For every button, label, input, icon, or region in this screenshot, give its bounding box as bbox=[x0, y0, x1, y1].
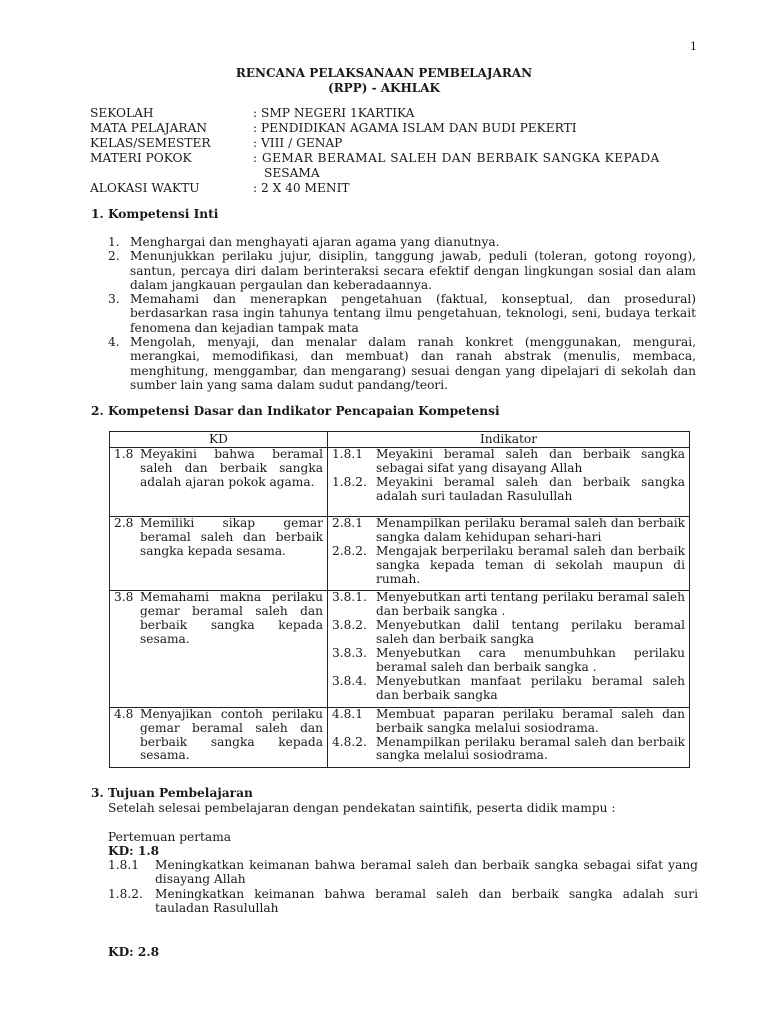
indicator-number: 3.8.1. bbox=[332, 590, 367, 605]
indicator-text: Meyakini beramal saleh dan berbaik sangka sebagai sifat yang disayang Allah bbox=[376, 446, 685, 475]
indicator-number: 3.8.3. bbox=[332, 646, 367, 661]
indicator-cell bbox=[328, 591, 690, 707]
meta-key: MATA PELAJARAN bbox=[90, 121, 208, 135]
meta-key: KELAS/SEMESTER bbox=[90, 136, 211, 150]
section-heading-kompetensi-dasar: 2. Kompetensi Dasar dan Indikator Pencapaian Kompetensi bbox=[91, 404, 500, 418]
indicator-cell bbox=[328, 707, 690, 768]
meta-value: : 2 X 40 MENIT bbox=[253, 181, 350, 195]
meta-key: MATERI POKOK bbox=[90, 151, 192, 165]
kd-label: KD: 1.8 bbox=[108, 844, 160, 858]
identity-block bbox=[90, 106, 700, 196]
goal-list bbox=[108, 858, 698, 915]
list-text: Memahami dan menerapkan pengetahuan (faktual, konseptual, dan prosedural) berdasarkan rasa ingin tahunya tentang ilmu pengetahuan, teknologi, seni, budaya terkait fenomena dan kejadian tampak mata bbox=[130, 292, 696, 335]
table-row bbox=[110, 447, 690, 516]
kd-number: 1.8 bbox=[114, 446, 134, 461]
doc-subtitle: (RPP) - AKHLAK bbox=[328, 81, 440, 95]
meta-value-continuation: SESAMA bbox=[264, 166, 320, 180]
meta-value-line: : GEMAR BERAMAL SALEH DAN BERBAIK SANGKA KEPADA bbox=[253, 151, 660, 165]
table-row bbox=[110, 707, 690, 768]
goal-number: 1.8.2. bbox=[108, 886, 143, 901]
kd-label: KD: 2.8 bbox=[108, 945, 160, 959]
indicator-text: Menyebutkan arti tentang perilaku beramal saleh dan berbaik sangka . bbox=[376, 590, 685, 619]
kd-indicator-table bbox=[109, 431, 690, 768]
meeting-label: Pertemuan pertama bbox=[108, 830, 232, 844]
list-item bbox=[108, 249, 696, 292]
meta-value: : VIII / GENAP bbox=[253, 136, 343, 150]
meta-row bbox=[90, 106, 700, 121]
indicator-text: Menyebutkan manfaat perilaku beramal saleh dan berbaik sangka bbox=[376, 673, 685, 702]
list-item bbox=[108, 292, 696, 335]
meta-value bbox=[253, 151, 700, 181]
list-number: 1. bbox=[108, 235, 120, 249]
kd-cell bbox=[110, 591, 328, 707]
goal-item bbox=[108, 887, 698, 916]
meta-row bbox=[90, 136, 700, 151]
indicator-number: 1.8.1 bbox=[332, 446, 364, 461]
kd-number: 2.8 bbox=[114, 515, 134, 530]
table-row bbox=[110, 591, 690, 707]
list-text: Mengolah, menyaji, dan menalar dalam ranah konkret (menggunakan, mengurai, merangkai, memodifikasi, dan membuat) dan ranah abstrak (menulis, membaca, menghitung, menggambar, dan mengarang) sesuai dengan yang dipelajari di sekolah dan sumber lain yang sama dalam sudut pandang/teori. bbox=[130, 335, 696, 392]
tujuan-intro: Setelah selesai pembelajaran dengan pendekatan saintifik, peserta didik mampu : bbox=[108, 801, 616, 815]
indicator-number: 2.8.2. bbox=[332, 543, 367, 558]
meta-key: ALOKASI WAKTU bbox=[90, 181, 200, 195]
list-item bbox=[108, 335, 696, 392]
indicator-text: Membuat paparan perilaku beramal saleh dan berbaik sangka melalui sosiodrama. bbox=[376, 706, 685, 735]
list-item bbox=[108, 235, 696, 249]
ki-list bbox=[108, 235, 696, 392]
goal-text: Meningkatkan keimanan bahwa beramal saleh dan berbaik sangka sebagai sifat yang disayang Allah bbox=[155, 858, 698, 887]
meta-value: : SMP NEGERI 1KARTIKA bbox=[253, 106, 415, 120]
kd-text: Memiliki sikap gemar beramal saleh dan berbaik sangka kepada sesama. bbox=[140, 515, 323, 558]
table-row bbox=[110, 516, 690, 591]
meta-row bbox=[90, 181, 700, 196]
page-number: 1 bbox=[690, 40, 697, 53]
meta-row bbox=[90, 151, 700, 181]
list-text: Menunjukkan perilaku jujur, disiplin, tanggung jawab, peduli (toleran, gotong royong), santun, percaya diri dalam berinteraksi secara efektif dengan lingkungan sosial dan alam dalam jangkauan pergaulan dan keberadaannya. bbox=[130, 249, 696, 292]
indicator-number: 1.8.2. bbox=[332, 474, 367, 489]
goal-item bbox=[108, 858, 698, 887]
kd-text: Menyajikan contoh perilaku gemar beramal saleh dan berbaik sangka kepada sesama. bbox=[140, 706, 323, 763]
indicator-text: Menampilkan perilaku beramal saleh dan berbaik sangka dalam kehidupan sehari-hari bbox=[376, 515, 685, 544]
section-heading-kompetensi-inti: 1. Kompetensi Inti bbox=[91, 207, 219, 221]
indicator-number: 3.8.2. bbox=[332, 618, 367, 633]
indicator-text: Menyebutkan dalil tentang perilaku beramal saleh dan berbaik sangka bbox=[376, 618, 685, 647]
indicator-number: 4.8.1 bbox=[332, 706, 364, 721]
indicator-number: 2.8.1 bbox=[332, 515, 364, 530]
indicator-text: Mengajak berperilaku beramal saleh dan berbaik sangka kepada teman di sekolah maupun di rumah. bbox=[376, 543, 685, 586]
indicator-cell bbox=[328, 516, 690, 591]
kd-text: Memahami makna perilaku gemar beramal saleh dan berbaik sangka kepada sesama. bbox=[140, 590, 323, 647]
section-heading-tujuan: 3. Tujuan Pembelajaran bbox=[91, 786, 253, 800]
indicator-text: Menyebutkan cara menumbuhkan perilaku beramal saleh dan berbaik sangka . bbox=[376, 646, 685, 674]
indicator-text: Meyakini beramal saleh dan berbaik sangka adalah suri tauladan Rasulullah bbox=[376, 474, 685, 503]
kd-number: 4.8 bbox=[114, 706, 134, 721]
kd-cell bbox=[110, 707, 328, 768]
indicator-cell bbox=[328, 447, 690, 516]
meta-value: : PENDIDIKAN AGAMA ISLAM DAN BUDI PEKERTI bbox=[253, 121, 577, 135]
meta-row bbox=[90, 121, 700, 136]
meta-key: SEKOLAH bbox=[90, 106, 154, 120]
kd-cell bbox=[110, 447, 328, 516]
list-text: Menghargai dan menghayati ajaran agama yang dianutnya. bbox=[130, 235, 500, 249]
table-header-row bbox=[110, 432, 690, 448]
list-number: 2. bbox=[108, 249, 120, 264]
kd-cell bbox=[110, 516, 328, 591]
kd-text: Meyakini bahwa beramal saleh dan berbaik sangka adalah ajaran pokok agama. bbox=[140, 446, 323, 489]
indicator-text: Menampilkan perilaku beramal saleh dan berbaik sangka melalui sosiodrama. bbox=[376, 734, 685, 763]
indicator-number: 3.8.4. bbox=[332, 673, 367, 688]
column-header-kd: KD bbox=[110, 432, 328, 448]
goal-number: 1.8.1 bbox=[108, 858, 140, 872]
list-number: 3. bbox=[108, 292, 120, 307]
indicator-number: 4.8.2. bbox=[332, 734, 367, 749]
goal-text: Meningkatkan keimanan bahwa beramal saleh dan berbaik sangka adalah suri tauladan Rasulullah bbox=[155, 886, 698, 915]
doc-title: RENCANA PELAKSANAAN PEMBELAJARAN bbox=[235, 66, 533, 80]
list-number: 4. bbox=[108, 335, 120, 350]
column-header-indikator: Indikator bbox=[328, 432, 690, 448]
kd-number: 3.8 bbox=[114, 590, 134, 605]
